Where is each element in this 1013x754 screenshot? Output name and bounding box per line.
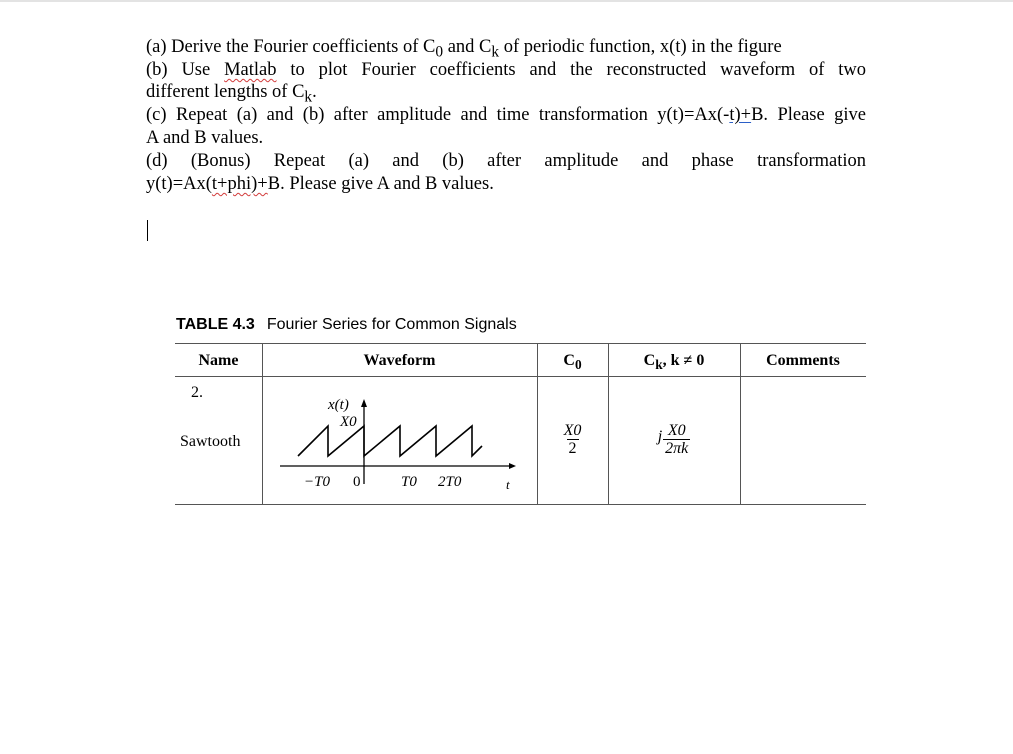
table-caption <box>176 316 517 334</box>
question-c-line-2 <box>146 127 866 150</box>
row-number: 2. <box>191 384 203 401</box>
ck-denominator: 2πk <box>665 440 689 457</box>
question-c-line-1 <box>146 104 866 127</box>
question-d-text-1: (d) (Bonus) Repeat (a) and (b) after amplitude and phase transformation <box>146 151 866 171</box>
question-b-period: . <box>312 82 317 102</box>
question-b-text-1: (b) Use <box>146 60 225 80</box>
table-header-rule <box>175 376 866 377</box>
ck-formula <box>608 422 740 457</box>
header-ck-sub: k <box>655 357 663 373</box>
tick-label-2t0: 2T0 <box>438 474 462 490</box>
table-bottom-rule <box>175 504 866 505</box>
header-c0 <box>537 352 608 373</box>
tick-label-zero: 0 <box>353 474 361 490</box>
question-b-sub-k: k <box>304 88 313 106</box>
question-b-text-2: to plot Fourier coefficients and the reconstructed waveform of two <box>276 60 866 80</box>
question-d-line-1 <box>146 150 866 173</box>
x-axis-label: t <box>506 477 510 492</box>
ck-numerator: X0 <box>667 422 686 439</box>
c0-denominator: 2 <box>568 440 577 457</box>
question-d-text-2: y(t)=Ax( <box>146 174 212 194</box>
question-c-text-2: B. Please give <box>751 105 866 125</box>
page-top-border <box>0 0 1013 2</box>
ck-imaginary-unit: j <box>657 428 663 445</box>
question-c-text-1: (c) Repeat (a) and (b) after amplitude and time transformation y(t)=Ax(- <box>146 105 730 125</box>
question-d-text-3: B. Please give A and B values. <box>267 174 494 194</box>
tick-label-t0: T0 <box>401 474 417 490</box>
question-d-line-2 <box>146 173 866 196</box>
question-c-underlined: t)+ <box>729 105 752 125</box>
row-name: Sawtooth <box>180 433 241 450</box>
header-name: Name <box>198 352 239 369</box>
question-d-underlined: t+phi)+ <box>211 174 268 194</box>
tick-label-minus-t0: −T0 <box>304 474 330 490</box>
question-a-text-3: of periodic function, x(t) in the figure <box>499 37 782 57</box>
question-a-text-2: and C <box>443 37 492 57</box>
question-a-sub-0: 0 <box>435 43 444 61</box>
header-c0-letter: C <box>563 352 575 369</box>
question-b-line-1 <box>146 59 866 82</box>
table-top-rule <box>175 343 866 344</box>
text-cursor[interactable] <box>147 220 148 241</box>
header-ck-letter: C <box>643 352 656 369</box>
question-a-sub-k: k <box>491 43 500 61</box>
header-c0-sub: 0 <box>574 357 582 373</box>
matlab-word: Matlab <box>224 60 277 80</box>
table-number: TABLE 4.3 <box>176 316 255 333</box>
question-c-text-3: A and B values. <box>146 128 264 148</box>
c0-formula <box>537 422 608 457</box>
sawtooth-signal <box>298 426 482 456</box>
y-axis-label: x(t) <box>328 397 349 413</box>
header-waveform: Waveform <box>363 352 436 369</box>
c0-numerator: X0 <box>563 422 582 439</box>
question-b-text-3: different lengths of C <box>146 82 305 102</box>
sawtooth-waveform <box>262 380 537 504</box>
header-ck-condition: , k ≠ 0 <box>662 352 705 369</box>
header-ck <box>608 352 740 373</box>
question-a-text-1: (a) Derive the Fourier coefficients of C <box>146 37 436 57</box>
table-title: Fourier Series for Common Signals <box>266 316 517 333</box>
amplitude-label: X0 <box>340 414 357 430</box>
amplitude-axis-arrow <box>361 399 367 407</box>
header-comments: Comments <box>766 352 840 369</box>
time-axis-arrow <box>509 463 516 469</box>
